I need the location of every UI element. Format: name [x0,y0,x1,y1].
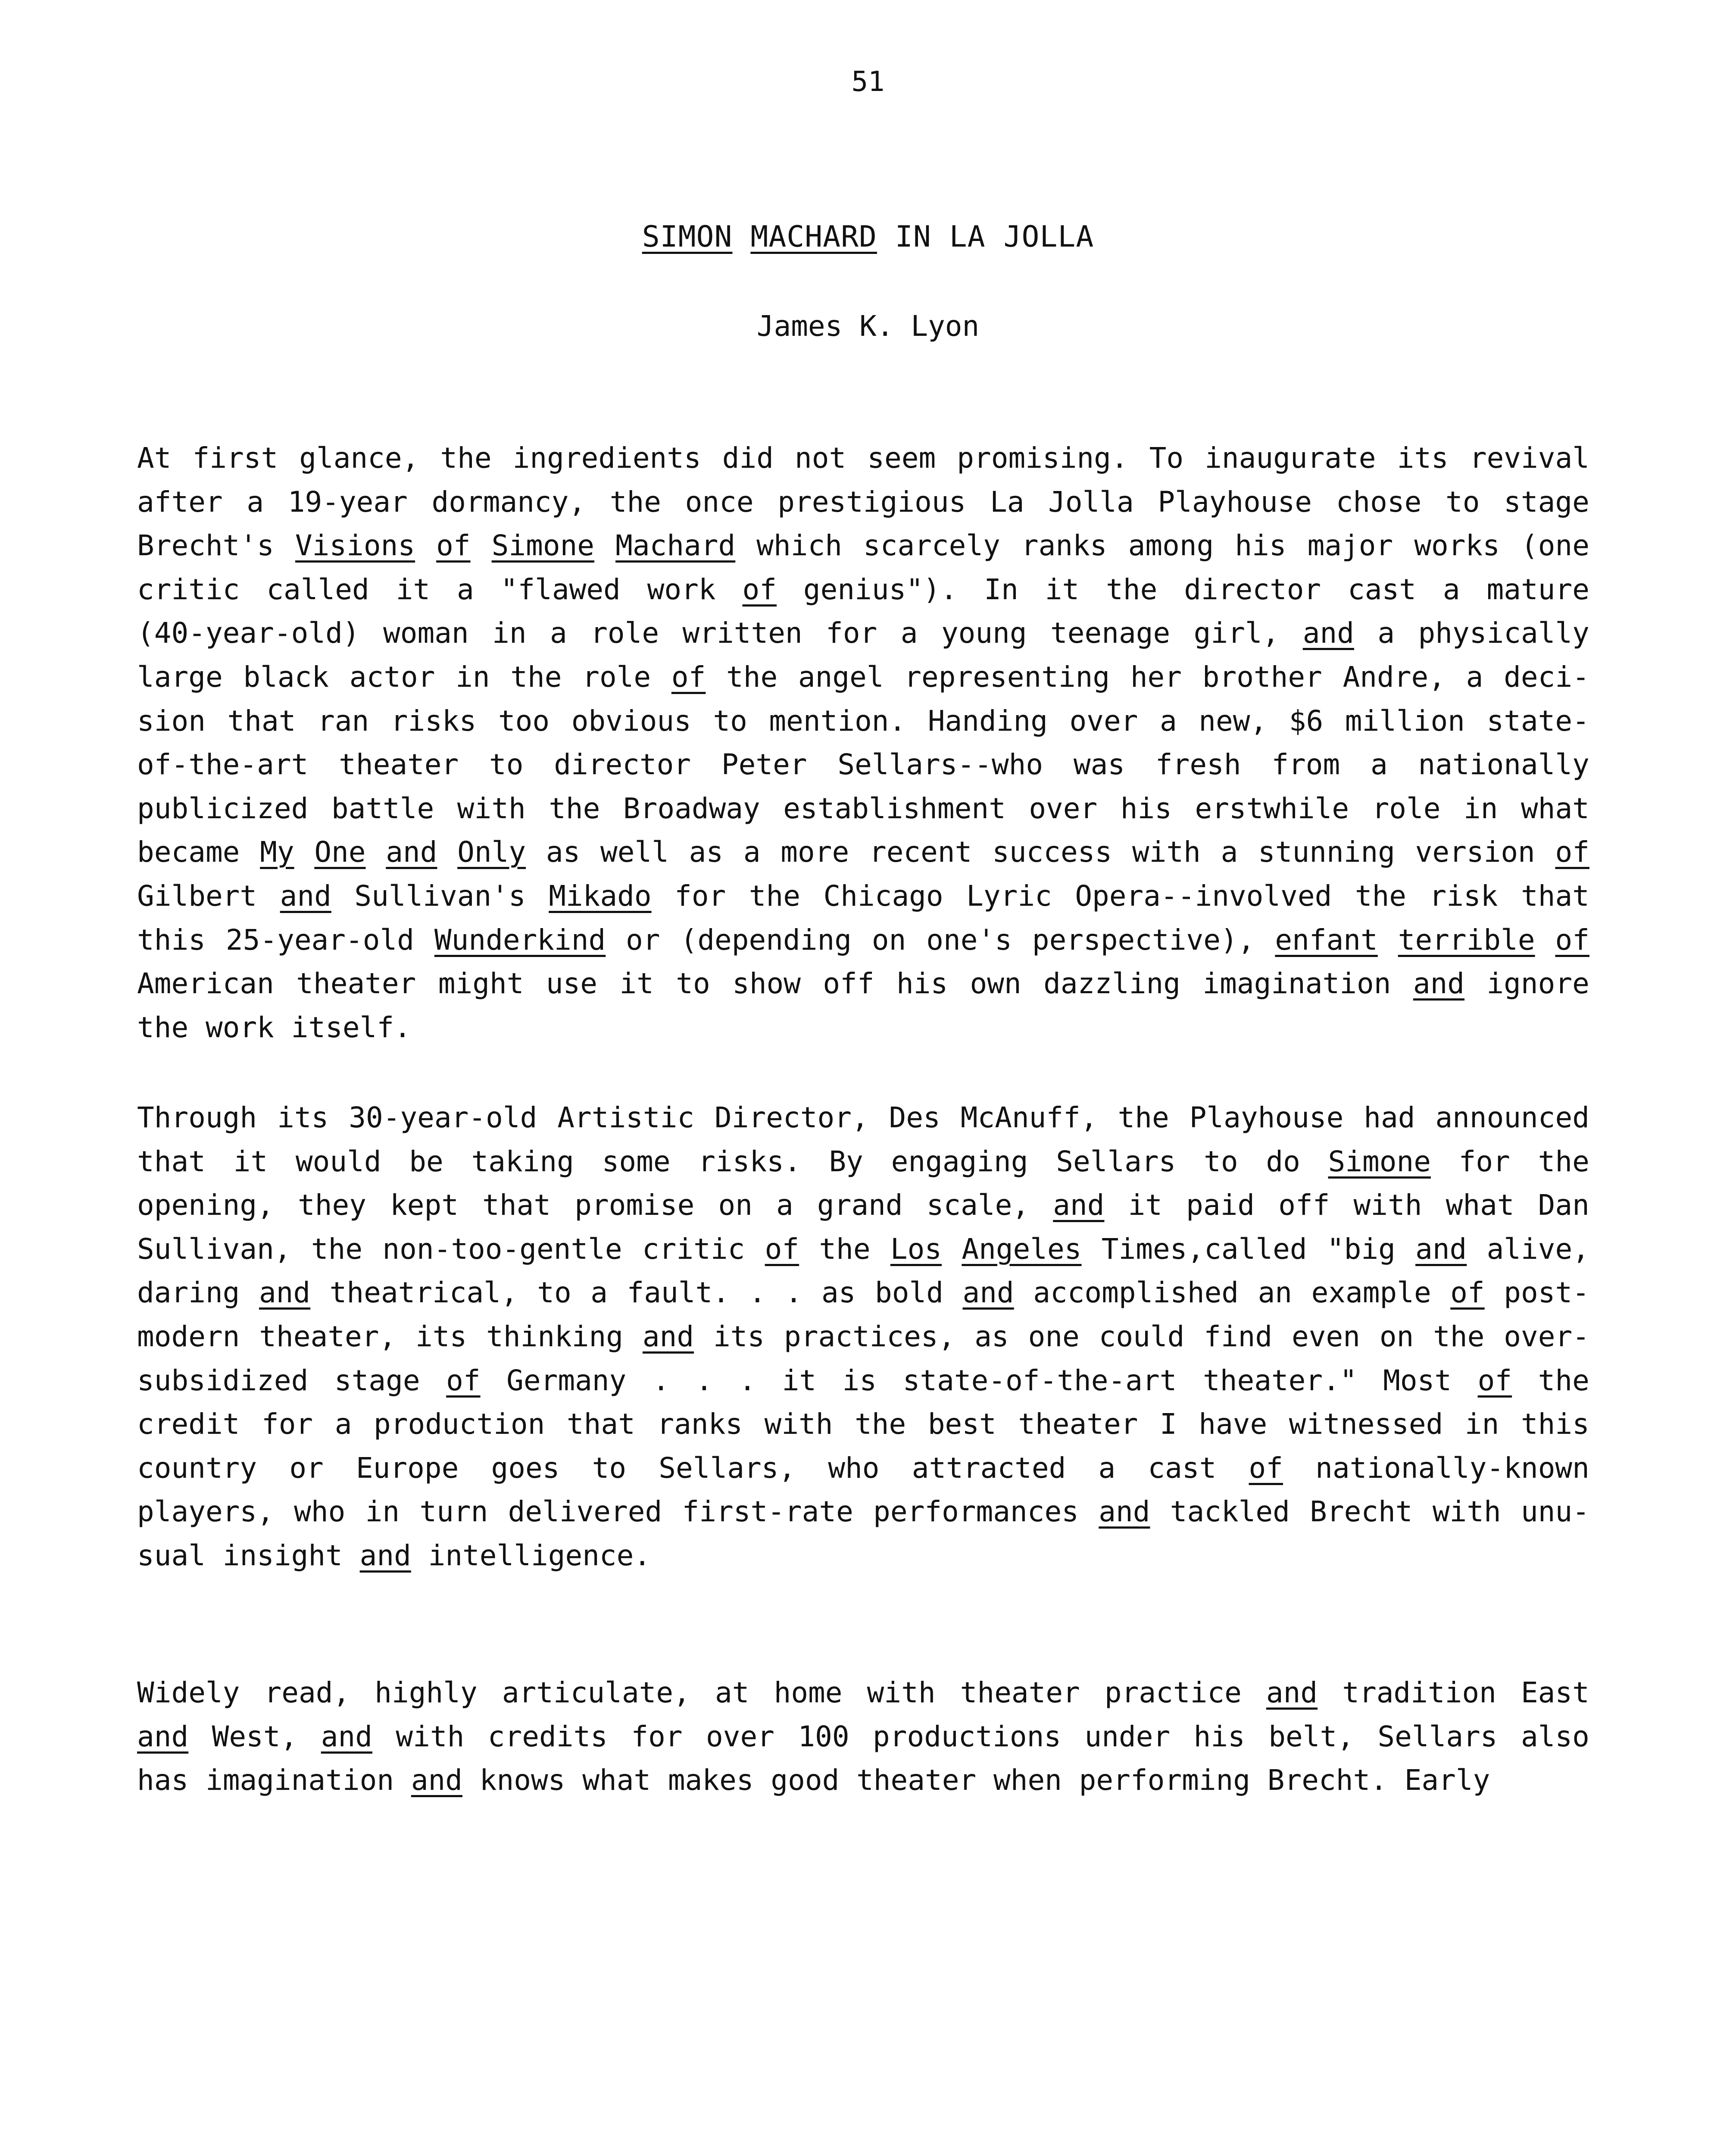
underlined-title-word: Angeles [962,1232,1082,1266]
text-line: opening, they kept that promise on a grand scale, and it paid off with what Dan [137,1188,1589,1222]
title-word-simon: SIMON [642,220,733,254]
underlined-title-word: Only [457,835,526,869]
underlined-title-word: Los [890,1232,942,1266]
underlined-title-word: Visions [295,529,415,563]
underlined-title-word: enfant [1275,923,1378,957]
paragraph-3 [137,1671,1589,1802]
text-line: American theater might use it to show off his own dazzling imagination and ignore [137,967,1589,1001]
text-line: has imagination and knows what makes good theater when performing Brecht. Early [137,1764,1490,1797]
text-line: sion that ran risks too obvious to mention. Handing over a new, $6 million state- [137,704,1589,738]
text-line: of-the-art theater to director Peter Sellars--who was fresh from a nationally [137,748,1589,782]
paragraph-2 [137,1096,1589,1578]
underlined-title-word: and [321,1720,372,1753]
underlined-title-word: Simone [1328,1145,1431,1178]
page-number: 51 [851,66,885,98]
underlined-title-word: of [1555,923,1589,957]
text-line: At first glance, the ingredients did not seem promising. To inaugurate its revival [137,441,1589,475]
underlined-title-word: Mikado [549,879,652,913]
text-line: that it would be taking some risks. By engaging Sellars to do Simone for the [137,1145,1589,1178]
underlined-title-word: and [1266,1676,1318,1709]
text-line: the work itself. [137,1010,411,1044]
underlined-title-word: and [259,1276,311,1310]
text-line: subsidized stage of Germany . . . it is state-of-the-art theater." Most of the [137,1364,1589,1397]
underlined-title-word: and [962,1276,1014,1310]
underlined-title-word: and [280,879,331,913]
underlined-title-word: of [671,660,706,694]
text-line: country or Europe goes to Sellars, who attracted a cast of nationally-known [137,1451,1589,1485]
text-line: Widely read, highly articulate, at home with theater practice and tradition East [137,1676,1589,1709]
underlined-title-word: terrible [1398,923,1535,957]
underlined-title-word: Simone [491,529,595,563]
underlined-title-word: of [1249,1451,1283,1485]
text-line: became My One and Only as well as a more recent success with a stunning version of [137,835,1589,869]
text-line: sual insight and intelligence. [137,1539,651,1572]
paragraph-1 [137,436,1589,1049]
text-line: this 25-year-old Wunderkind or (depending on one's perspective), enfant terrible of [137,923,1589,957]
underlined-title-word: My [260,835,294,869]
underlined-title-word: and [1099,1495,1150,1529]
underlined-title-word: and [137,1720,189,1753]
underlined-title-word: and [359,1539,411,1572]
text-line: after a 19-year dormancy, the once prestigious La Jolla Playhouse chose to stage [137,485,1589,519]
underlined-title-word: of [765,1232,799,1266]
underlined-title-word: and [642,1320,694,1353]
title-rest: IN LA JOLLA [895,220,1094,254]
text-line: and West, and with credits for over 100 productions under his belt, Sellars also [137,1720,1589,1753]
text-line: Brecht's Visions of Simone Machard which scarcely ranks among his major works (one [137,529,1589,563]
underlined-title-word: of [1555,835,1589,869]
underlined-title-word: and [386,835,437,869]
text-line: large black actor in the role of the angel representing her brother Andre, a deci- [137,660,1589,694]
underlined-title-word: Wunderkind [434,923,606,957]
underlined-title-word: and [1413,967,1465,1001]
underlined-title-word: Machard [615,529,736,563]
text-line: critic called it a "flawed work of genius"). In it the director cast a mature [137,572,1589,606]
text-line: daring and theatrical, to a fault. . . as bold and accomplished an example of post- [137,1276,1589,1310]
text-line: publicized battle with the Broadway establishment over his erstwhile role in what [137,791,1589,825]
text-line: Gilbert and Sullivan's Mikado for the Chicago Lyric Opera--involved the risk that [137,879,1589,913]
text-line: (40-year-old) woman in a role written for a young teenage girl, and a physically [137,616,1589,650]
author-name: James K. Lyon [756,310,980,343]
title-word-machard: MACHARD [750,220,877,254]
underlined-title-word: of [446,1364,481,1397]
underlined-title-word: of [1450,1276,1485,1310]
underlined-title-word: of [742,572,777,606]
text-line: Through its 30-year-old Artistic Director, Des McAnuff, the Playhouse had announced [137,1101,1589,1134]
text-line: Sullivan, the non-too-gentle critic of the Los Angeles Times,called "big and alive, [137,1232,1589,1266]
text-line: players, who in turn delivered first-rate performances and tackled Brecht with unu- [137,1495,1589,1529]
underlined-title-word: of [1477,1364,1512,1397]
underlined-title-word: One [314,835,366,869]
underlined-title-word: and [411,1764,463,1797]
text-line: credit for a production that ranks with the best theater I have witnessed in this [137,1407,1589,1441]
text-line: modern theater, its thinking and its practices, as one could find even on the over- [137,1320,1589,1353]
underlined-title-word: and [1415,1232,1467,1266]
underlined-title-word: of [436,529,471,563]
underlined-title-word: and [1302,616,1354,650]
article-title [0,218,1736,256]
underlined-title-word: and [1053,1188,1105,1222]
